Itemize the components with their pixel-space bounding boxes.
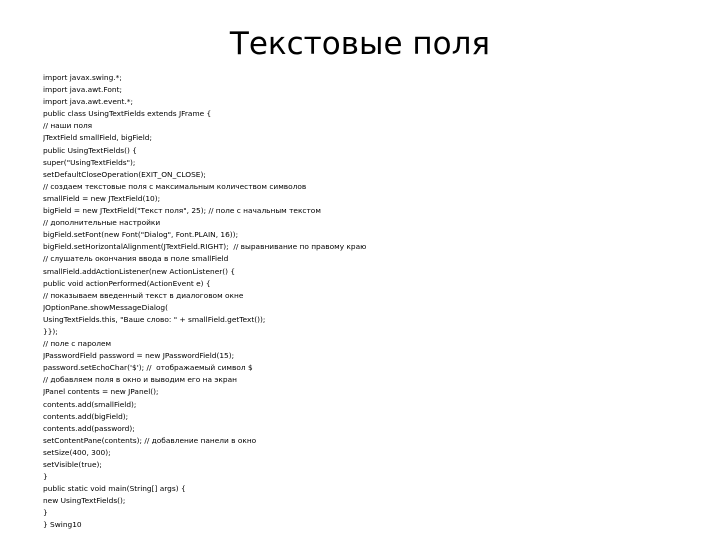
code-line: setVisible(true); [43,460,102,469]
code-line: import java.awt.event.*; [43,97,133,107]
code-line: bigField = new JTextField("Текст поля", 25); // поле с начальным текстом [43,206,321,216]
code-line: public UsingTextFields() { [43,145,137,155]
code-line: setSize(400, 300); [43,447,111,457]
code-line: smallField = new JTextField(10); [43,193,161,203]
code-line: password.setEchoChar('$'); // отображаемый символ $ [43,363,253,373]
code-line: contents.add(bigField); [43,411,129,421]
code-line: JPanel contents = new JPanel(); [43,387,159,397]
code-line: // показываем введенный текст в диалоговом окне [43,290,244,300]
code-line: // наши поля [43,121,93,131]
code-line: public static void main(String[] args) { [43,484,186,494]
code-line: setDefaultCloseOperation(EXIT_ON_CLOSE); [43,169,206,179]
code-line: JPasswordField password = new JPasswordField(15); [43,351,235,361]
code-line: contents.add(smallField); [43,399,137,409]
code-line: import java.awt.Font; [43,85,122,95]
code-line: // создаем текстовые поля с максимальным количеством символов [43,181,307,191]
code-line: // слушатель окончания ввода в поле smallField [43,254,229,264]
code-line: JOptionPane.showMessageDialog( [43,302,168,312]
code-line: public class UsingTextFields extends JFrame { [43,109,212,119]
code-line: } [43,472,48,482]
code-line: // поле с паролем [43,339,112,349]
code-line: bigField.setHorizontalAlignment(JTextField.RIGHT); // выравнивание по правому краю [43,242,367,252]
code-line: smallField.addActionListener(new ActionListener() { [43,266,236,276]
code-listing [43,72,683,532]
code-line: super("UsingTextFields"); [43,157,136,167]
code-line: }}); [43,326,58,336]
code-line: bigField.setFont(new Font("Dialog", Font.PLAIN, 16)); [43,230,239,240]
code-line: import javax.swing.*; [43,73,122,82]
code-line: setContentPane(contents); // добавление панели в окно [43,435,257,445]
code-line: JTextField smallField, bigField; [43,133,152,143]
slide-title: Текстовые поля [229,26,491,62]
code-line: public void actionPerformed(ActionEvent e) { [43,278,211,288]
code-line: contents.add(password); [43,423,135,433]
code-line: // дополнительные настройки [43,218,161,228]
code-line: UsingTextFields.this, "Ваше слово: " + smallField.getText()); [43,314,266,324]
code-line: } [43,508,48,518]
code-line: } Swing10 [43,520,82,530]
code-line: // добавляем поля в окно и выводим его на экран [43,375,237,385]
code-line: new UsingTextFields(); [43,496,126,506]
